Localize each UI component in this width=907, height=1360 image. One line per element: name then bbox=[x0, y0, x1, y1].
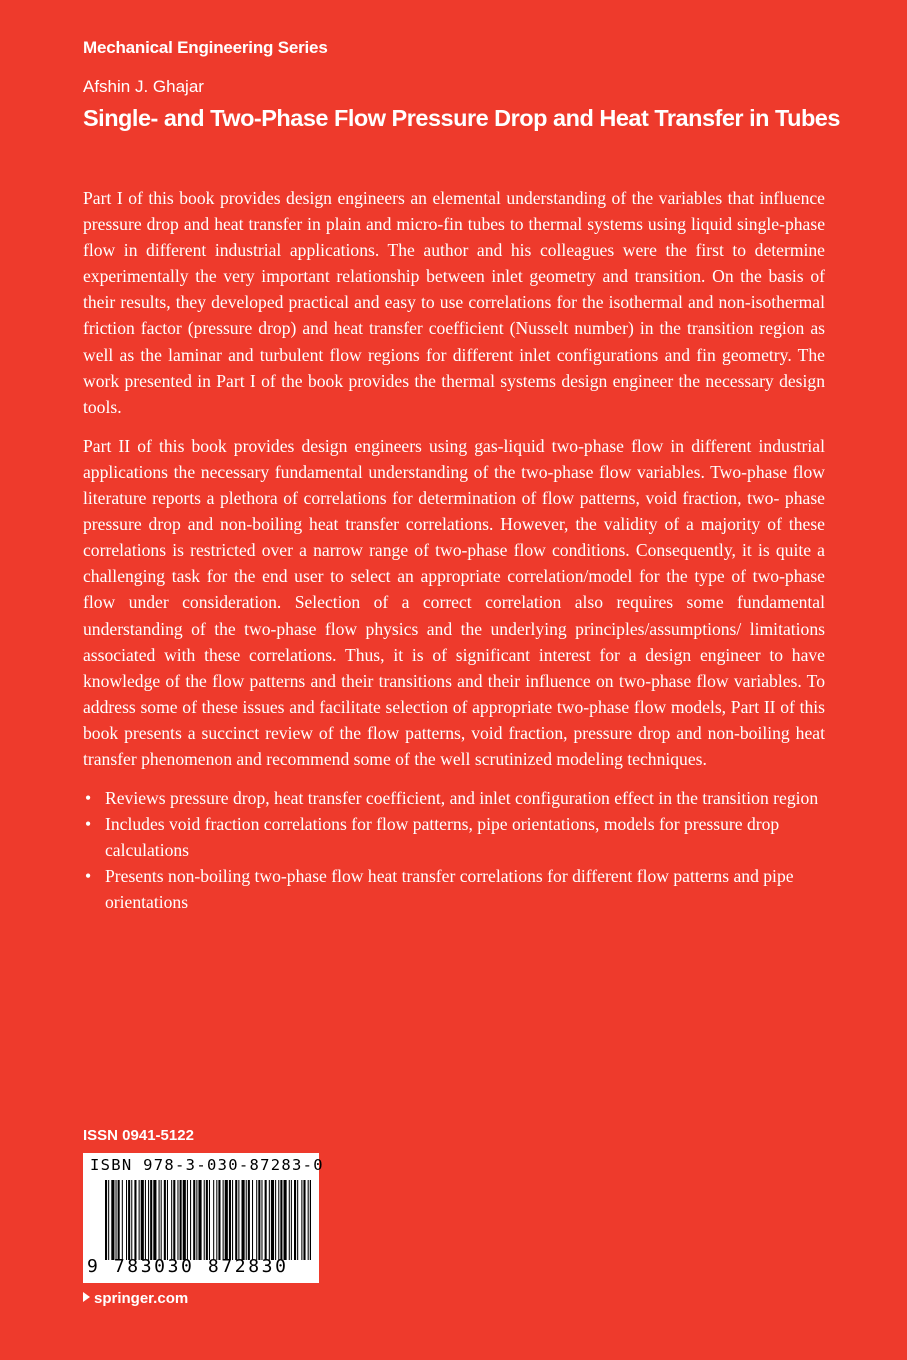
barcode-bar bbox=[232, 1180, 233, 1260]
isbn-label: ISBN 978-3-030-87283-0 bbox=[90, 1156, 324, 1174]
barcode-bar bbox=[248, 1180, 250, 1260]
barcode-bar bbox=[225, 1180, 228, 1260]
barcode-bar bbox=[134, 1180, 136, 1260]
barcode-bar bbox=[252, 1180, 253, 1260]
barcode-bar bbox=[303, 1180, 305, 1260]
barcode-bar bbox=[122, 1180, 123, 1260]
barcode-bar bbox=[116, 1180, 117, 1260]
barcode-bar bbox=[187, 1180, 188, 1260]
barcode-bar bbox=[213, 1180, 214, 1260]
barcode-bar bbox=[171, 1180, 172, 1260]
bullet-icon: • bbox=[85, 866, 92, 887]
barcode-bar bbox=[271, 1180, 274, 1260]
barcode-bar bbox=[294, 1180, 296, 1260]
book-title: Single- and Two-Phase Flow Pressure Drop and Heat Transfer in Tubes bbox=[83, 105, 840, 131]
barcode-bar bbox=[291, 1180, 292, 1260]
barcode-bar bbox=[269, 1180, 270, 1260]
description bbox=[83, 185, 825, 916]
barcode-bar bbox=[190, 1180, 191, 1260]
barcode-bar bbox=[183, 1180, 186, 1260]
publisher-link-text: springer.com bbox=[94, 1290, 189, 1307]
barcode-bar bbox=[235, 1180, 237, 1260]
barcode-bar bbox=[216, 1180, 217, 1260]
list-item-text: Includes void fraction correlations for flow patterns, pipe orientations, models for pressure drop calculations bbox=[105, 814, 780, 861]
barcode-bar bbox=[310, 1180, 311, 1260]
bullet-icon: • bbox=[85, 788, 92, 809]
barcode-bar bbox=[153, 1180, 156, 1260]
barcode-bar bbox=[128, 1180, 130, 1260]
barcode-bar bbox=[289, 1180, 290, 1260]
barcode-bars-icon bbox=[105, 1180, 311, 1260]
barcode-bar bbox=[148, 1180, 149, 1260]
barcode-bar bbox=[204, 1180, 205, 1260]
list-item bbox=[83, 863, 825, 915]
barcode-bar bbox=[308, 1180, 309, 1260]
barcode-bar bbox=[118, 1180, 120, 1260]
paragraph-part-1: Part I of this book provides design engineers an elemental understanding of the variables that influence pressure drop and heat transfer in plain and micro-fin tubes to thermal systems using liquid single-phase flow in different industrial applications. The author and his colleagues were the first to determine experimentally the very important relationship between inlet geometry and transition. On the basis of their results, they developed practical and easy to use correlations for the isothermal and non-isothermal friction factor (pressure drop) and heat transfer coefficient (Nusselt number) in the transition region as well as the laminar and turbulent flow regions for different inlet configurations and fin geometry. The work presented in Part I of the book provides the thermal systems design engineer the necessary design tools. bbox=[83, 188, 825, 417]
barcode-bar bbox=[198, 1180, 201, 1260]
barcode-bar bbox=[258, 1180, 260, 1260]
author-name: Afshin J. Ghajar bbox=[83, 77, 204, 96]
list-item-text: Presents non-boiling two-phase flow heat transfer correlations for different flow patterns and pipe orientations bbox=[105, 866, 794, 913]
barcode-bar bbox=[173, 1180, 175, 1260]
barcode-bar bbox=[206, 1180, 208, 1260]
barcode-bar bbox=[167, 1180, 168, 1260]
barcode-bar bbox=[131, 1180, 132, 1260]
barcode-bar bbox=[261, 1180, 262, 1260]
barcode-bar bbox=[284, 1180, 287, 1260]
barcode-bar bbox=[161, 1180, 162, 1260]
barcode-bar bbox=[193, 1180, 195, 1260]
barcode-bar bbox=[223, 1180, 224, 1260]
barcode-bar bbox=[180, 1180, 182, 1260]
barcode-bar bbox=[229, 1180, 231, 1260]
barcode-bar bbox=[145, 1180, 146, 1260]
barcode-bar bbox=[278, 1180, 279, 1260]
barcode-bar bbox=[209, 1180, 210, 1260]
barcode-bar bbox=[164, 1180, 166, 1260]
publisher-link[interactable] bbox=[83, 1290, 188, 1307]
paragraph-part-2: Part II of this book provides design engineers using gas-liquid two-phase flow in different industrial applications the necessary fundamental understanding of the two-phase flow variables. Two-phase flow literature reports a plethora of correlations for determination of flow patterns, void fraction, two- phase pressure drop and non-boiling heat transfer correlations. However, the validity of a majority of these correlations is restricted over a narrow range of two-phase flow conditions. Consequently, it is quite a challenging task for the end user to select an appropriate correlation/model for the type of two-phase flow under consideration. Selection of a correct correlation also requires some fundamental understanding of the two-phase flow physics and the underlying principles/assumptions/ limitations associated with these correlations. Thus, it is of significant interest for a design engineer to have knowledge of the flow patterns and their transitions and their influence on two-phase flow variables. To address some of these issues and facilitate selection of appropriate two-phase flow models, Part II of this book presents a succinct review of the flow patterns, void fraction, pressure drop and non-boiling heat transfer phenomenon and recommend some of the well scrutinized modeling techniques. bbox=[83, 435, 825, 769]
series-name: Mechanical Engineering Series bbox=[83, 38, 328, 57]
barcode-bar bbox=[280, 1180, 282, 1260]
bullet-icon: • bbox=[85, 814, 92, 835]
barcode-bar bbox=[126, 1180, 127, 1260]
barcode-bar bbox=[265, 1180, 267, 1260]
barcode-bar bbox=[111, 1180, 114, 1260]
barcode-bar bbox=[139, 1180, 140, 1260]
barcode-bar bbox=[105, 1180, 107, 1260]
barcode-bar bbox=[275, 1180, 276, 1260]
barcode-bar bbox=[196, 1180, 197, 1260]
list-item bbox=[83, 811, 825, 863]
barcode-bar bbox=[297, 1180, 298, 1260]
barcode-bar bbox=[242, 1180, 245, 1260]
barcode-bar bbox=[301, 1180, 302, 1260]
barcode-bar bbox=[177, 1180, 178, 1260]
issn: ISSN 0941-5122 bbox=[83, 1127, 194, 1144]
barcode-bar bbox=[150, 1180, 152, 1260]
barcode-bar bbox=[256, 1180, 257, 1260]
barcode-digits: 9 783030 872830 bbox=[87, 1256, 289, 1277]
barcode bbox=[83, 1153, 324, 1283]
list-item-text: Reviews pressure drop, heat transfer coefficient, and inlet configuration effect in the transition region bbox=[105, 788, 819, 809]
barcode-bar bbox=[238, 1180, 239, 1260]
barcode-bar bbox=[246, 1180, 247, 1260]
feature-list bbox=[83, 785, 825, 915]
arrow-right-icon bbox=[83, 1292, 90, 1302]
barcode-bar bbox=[159, 1180, 160, 1260]
barcode-bar bbox=[108, 1180, 109, 1260]
list-item bbox=[83, 785, 825, 811]
barcode-bar bbox=[218, 1180, 220, 1260]
barcode-bar bbox=[141, 1180, 144, 1260]
